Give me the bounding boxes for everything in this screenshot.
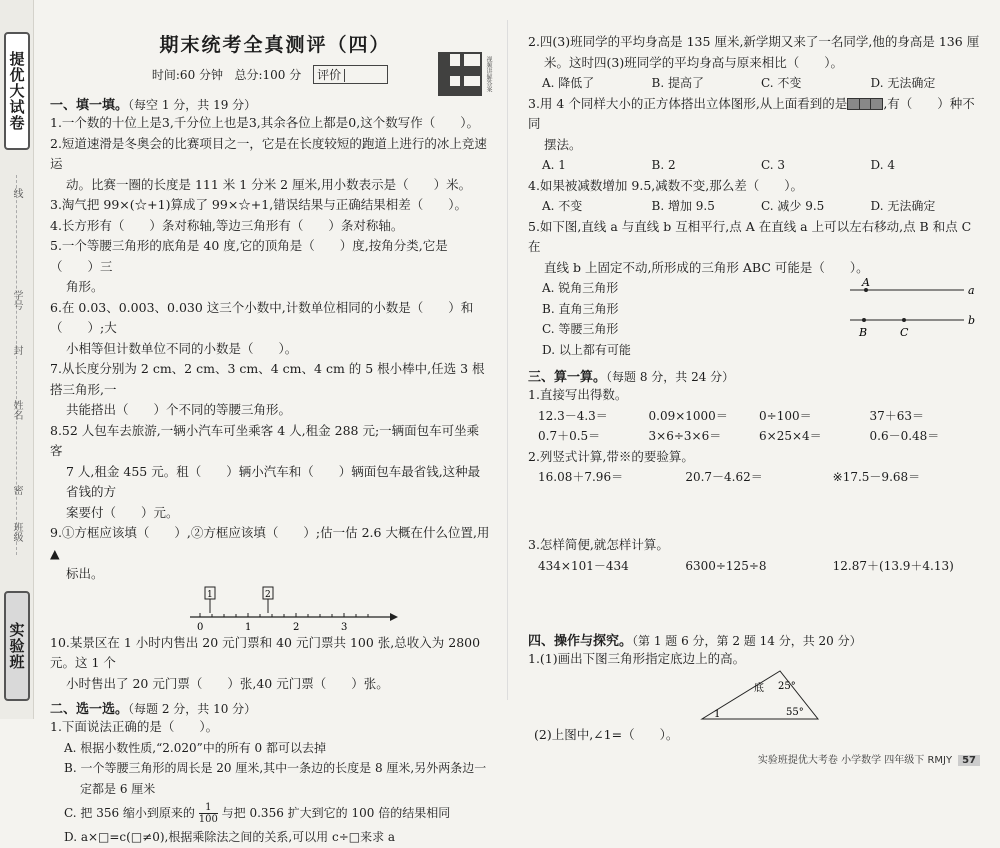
q5-block (528, 278, 980, 362)
cube-view-icon (847, 98, 883, 110)
question-4-2: (2)上图中,∠1=（ ）。 (534, 727, 679, 742)
option-4a: A. 不变 (542, 199, 583, 213)
question-1-6b: 小相等但计数单位不同的小数是（ ）。 (66, 340, 298, 356)
calc-2: 0.09×1000＝ (648, 408, 728, 423)
section-2-title: 二、选一选。（每题 2 分，共 10 分） (50, 702, 257, 717)
question-2-3a: 3.用 4 个同样大小的正方体搭出立体图形,从上面看到的是 ,有（ ）种不同 (528, 95, 975, 131)
option-5a: A. 锐角三角形 (542, 281, 619, 295)
question-1-7a: 7.从长度分别为 2 cm、2 cm、3 cm、4 cm、4 cm 的 5 根小棒中,任选 3 根搭三角形,一 (50, 361, 485, 397)
footer (528, 746, 980, 770)
box-label-1: 1 (207, 589, 213, 600)
calc-5: 0.7＋0.5＝ (538, 429, 601, 443)
calc-1: 12.3－4.3＝ (538, 408, 608, 423)
question-3-3: 3.怎样简便,就怎样计算。 (528, 537, 669, 552)
series-logo: 提优大试卷 (4, 32, 30, 150)
calc-6: 3×6÷3×6＝ (648, 429, 722, 443)
question-1-10a: 10.某景区在 1 小时内售出 20 元门票和 40 元门票共 100 张,总收入为 2800 元。这 1 个 (50, 634, 481, 670)
question-1-5b: 角形。 (66, 279, 104, 294)
question-2-4: 4.如果被减数增加 9.5,减数不变,那么差（ ）。 (528, 177, 803, 193)
option-1b1: B. 一个等腰三角形的周长是 20 厘米,其中一条边的长度是 8 厘米,另外两条边一 (64, 761, 487, 775)
question-2-2b: 米。这时四(3)班同学的平均身高与原来相比（ ）。 (544, 54, 843, 70)
strip-field-class: 班级 (11, 522, 22, 542)
question-1-9a: 9.①方框应该填（ ）,②方框应该填（ ）;估一估 2.6 大概在什么位置,用▲ (50, 525, 490, 561)
tick-0: 0 (197, 621, 204, 633)
strip-field-line: 线 (11, 188, 22, 198)
parallel-lines-figure (846, 278, 978, 342)
line-a-label: a (968, 284, 975, 297)
vertical-calc-1: 16.08＋7.96＝ (538, 470, 624, 484)
simplify-1: 434×101－434 (538, 558, 629, 573)
box-label-2: 2 (265, 589, 271, 600)
options-2-3 (528, 155, 980, 176)
option-4b: B. 增加 9.5 (651, 199, 715, 213)
section-4-title: 四、操作与探究。（第 1 题 6 分，第 2 题 14 分，共 20 分） (528, 633, 862, 649)
question-2-1: 1.下面说法正确的是（ ）。 (50, 719, 219, 734)
vertical-calc-2: 20.7－4.62＝ (685, 470, 763, 484)
question-1-4: 4.长方形有（ ）条对称轴,等边三角形有（ ）条对称轴。 (50, 217, 404, 233)
option-2d: D. 无法确定 (870, 76, 936, 90)
qr-code-icon[interactable] (438, 52, 482, 96)
simplify-2: 6300÷125÷8 (685, 558, 767, 573)
strip-field-seal: 封 (11, 345, 22, 355)
option-1c: C. 把 356 缩小到原来的 $\frac{1}{100}$ 与把 0.356 扩大到它的 100 倍的结果相同 (64, 802, 451, 825)
qr-label: 视频讲解答案 (485, 56, 492, 92)
question-3-1: 1.直接写出得数。 (528, 387, 628, 402)
page-title: 期末统考全真测评（四） (159, 34, 391, 56)
angle-1-label: 1 (714, 709, 721, 720)
tick-2: 2 (293, 621, 300, 633)
question-1-2a: 2.短道速滑是冬奥会的比赛项目之一，它是在长度较短的跑道上进行的冰上竞速运 (50, 135, 487, 171)
point-b-label: B (859, 326, 868, 339)
option-3c: C. 3 (761, 158, 786, 172)
question-1-6a: 6.在 0.03、0.003、0.030 这三个小数中,计数单位相同的小数是（ ）和（ ）;大 (50, 299, 474, 335)
section-3-title: 三、算一算。（每题 8 分，共 24 分） (528, 370, 735, 385)
question-1-1: 1.一个数的十位上是3,千分位上也是3,其余各位上都是0,这个数写作（ ）。 (50, 115, 479, 130)
question-1-10b: 小时售出了 20 元门票（ ）张,40 元门票（ ）张。 (66, 675, 389, 691)
number-line-svg (190, 585, 430, 633)
base-label: 底 (754, 683, 764, 694)
question-1-7b: 共能搭出（ ）个不同的等腰三角形。 (66, 402, 292, 417)
option-5b: B. 直角三角形 (542, 301, 619, 316)
option-1a: A. 根据小数性质,“2.020”中的所有 0 都可以去掉 (64, 740, 326, 755)
question-1-2b: 动。比赛一圈的长度是 111 米 1 分米 2 厘米,用小数表示是（ ）米。 (66, 176, 472, 192)
question-2-5b: 直线 b 上固定不动,所形成的三角形 ABC 可能是（ ）。 (544, 259, 869, 275)
left-column (50, 30, 490, 848)
calc-8: 0.6－0.48＝ (869, 429, 940, 443)
option-4c: C. 减少 9.5 (761, 199, 825, 213)
question-1-8a: 8.52 人包车去旅游,一辆小汽车可坐乘客 4 人,租金 288 元;一辆面包车可坐乘客 (50, 422, 480, 458)
column-divider (507, 20, 508, 700)
strip-field-name: 姓名 (11, 400, 22, 420)
point-a-label: A (862, 276, 870, 289)
question-2-2a: 2.四(3)班同学的平均身高是 135 厘米,新学期又来了一名同学,他的身高是 136 厘 (528, 34, 980, 49)
exam-meta (50, 65, 490, 84)
question-4-1: 1.(1)画出下图三角形指定底边上的高。 (528, 650, 746, 666)
calc-row-4 (528, 556, 980, 626)
option-5d: D. 以上都有可能 (542, 342, 631, 357)
option-2c: C. 不变 (761, 76, 802, 90)
triangle-figure (698, 667, 828, 725)
right-column (528, 32, 980, 770)
option-3a: A. 1 (542, 158, 566, 172)
question-1-8b: 7 人,租金 455 元。租（ ）辆小汽车和（ ）辆面包车最省钱,这种最省钱的方 (66, 463, 481, 499)
question-2-5a: 5.如下图,直线 a 与直线 b 互相平行,点 A 在直线 a 上可以左右移动,点 B 和点 C 在 (528, 218, 972, 254)
cut-line (16, 175, 17, 555)
option-3b: B. 2 (651, 158, 676, 172)
option-1b2: 定都是 6 厘米 (80, 781, 156, 796)
option-5c: C. 等腰三角形 (542, 322, 619, 336)
footer-text: 实验班提优大考卷 小学数学 四年级下 RMJY 57 (758, 751, 980, 766)
eval-label: 评价 (317, 68, 342, 82)
option-3d: D. 4 (870, 158, 895, 172)
calc-row-1 (528, 406, 980, 427)
page-number: 57 (958, 755, 980, 766)
question-3-2: 2.列竖式计算,带※的要验算。 (528, 448, 694, 464)
brand-logo: 实验班 (4, 591, 30, 701)
calc-4: 37＋63＝ (869, 408, 925, 423)
option-1d: D. a×□=c(□≠0),根据乘除法之间的关系,可以用 c÷□来求 a (64, 830, 396, 844)
tick-1: 1 (245, 621, 252, 633)
question-1-3: 3.淘气把 99×(☆+1)算成了 99×☆+1,错误结果与正确结果相差（ ）。 (50, 197, 467, 212)
line-b-label: b (968, 314, 976, 327)
angle-25-label: 25° (778, 681, 796, 692)
angle-55-label: 55° (786, 707, 804, 718)
triangle-block (528, 669, 980, 725)
point-c-label: C (900, 326, 909, 339)
calc-7: 6×25×4＝ (759, 429, 822, 443)
option-2a: A. 降低了 (542, 76, 595, 90)
calc-3: 0÷100＝ (759, 408, 812, 423)
options-2-4 (528, 196, 980, 217)
option-4d: D. 无法确定 (870, 199, 936, 213)
tick-3: 3 (341, 621, 348, 633)
question-1-9b: 标出。 (66, 566, 104, 581)
vertical-calc-3: ※17.5－9.68＝ (832, 470, 921, 484)
section-1-title: 一、填一填。（每空 1 分，共 19 分） (50, 98, 257, 113)
binding-strip (0, 0, 34, 719)
total-score: 总分:100 分 (234, 68, 302, 82)
time-limit: 时间:60 分钟 (151, 68, 224, 82)
calc-row-3 (528, 467, 980, 535)
eval-box[interactable] (313, 65, 388, 84)
number-line (190, 585, 430, 633)
simplify-3: 12.87＋(13.9＋4.13) (832, 558, 954, 573)
question-1-5a: 5.一个等腰三角形的底角是 40 度,它的顶角是（ ）度,按角分类,它是（ ）三 (50, 238, 448, 274)
question-1-8c: 案要付（ ）元。 (66, 504, 179, 520)
calc-row-2 (528, 426, 980, 447)
question-2-3b: 摆法。 (544, 136, 582, 152)
options-2-2 (528, 73, 980, 94)
strip-field-id: 学号 (11, 290, 22, 310)
option-2b: B. 提高了 (651, 76, 704, 90)
strip-field-secret: 密 (11, 485, 22, 495)
